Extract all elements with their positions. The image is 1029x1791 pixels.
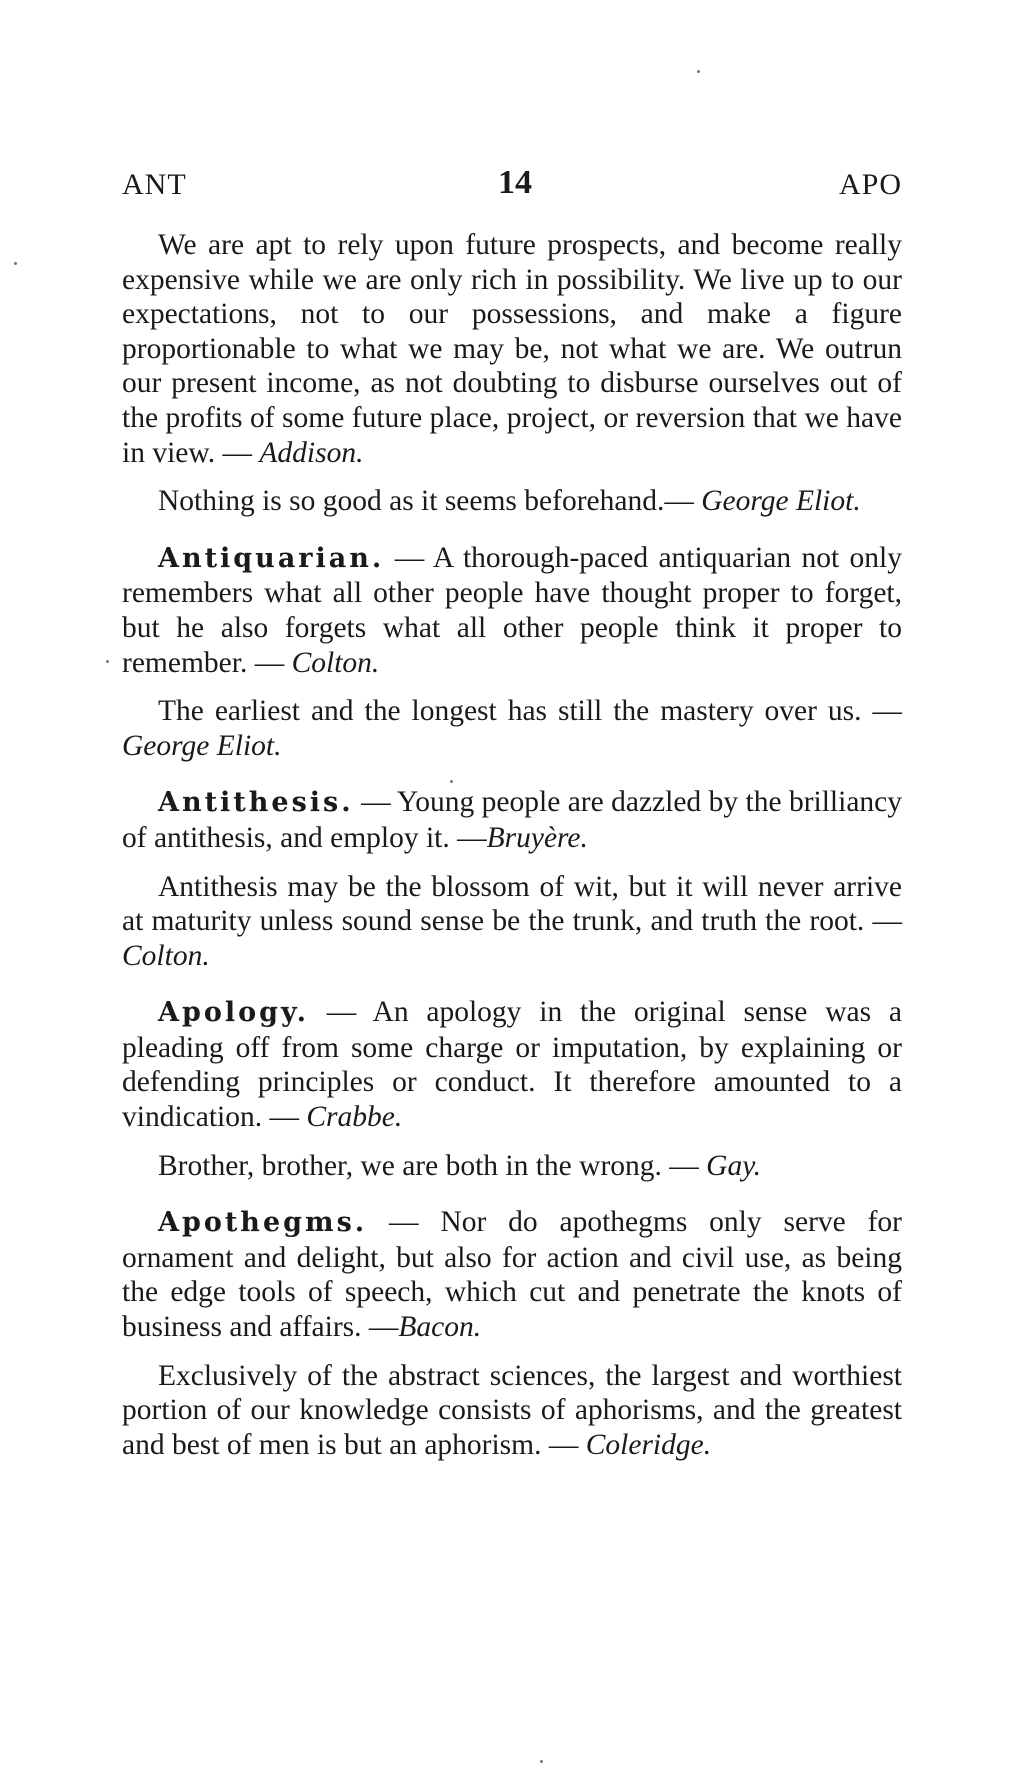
page-number: 14 (498, 164, 532, 201)
header-left-guideword: ANT (122, 168, 187, 201)
quotation-author: Gay. (706, 1149, 762, 1182)
entry-apothegms: Apothegms. — Nor do apothegms only serve for ornament and delight, but also for action and civil use, as being the edge tools of speech, which cut and penetrate the knots of business and affairs. —Bacon. (122, 1206, 902, 1344)
entry-antiquarian: Antiquarian. — A thorough-paced antiquarian not only remembers what all other people have thought proper to forget, but he also forgets what all other people think it proper to remember. — Colton. (122, 541, 902, 679)
paper-speck (450, 780, 453, 783)
quotation-author: Coleridge. (585, 1428, 712, 1461)
quotation-paragraph: Exclusively of the abstract sciences, the largest and worthiest portion of our knowledge consists of aphorisms, and the greatest and best of men is but an aphorism. — Coleridge. (122, 1359, 902, 1461)
quotation-author: Colton. (122, 939, 210, 972)
entry-heading: Antithesis. (158, 787, 354, 819)
quotation-author: Colton. (291, 646, 380, 679)
entry-heading: Apothegms. (158, 1207, 368, 1239)
quotation-author: Crabbe. (306, 1101, 403, 1134)
quotation-paragraph: We are apt to rely upon future prospects, and become really expensive while we are only rich in possibility. We live up to our expectations, not to our possessions, and make a figure proportionable to what we may be, not what we are. We outrun our present income, as not doubting to disburse ourselves out of the profits of some future place, project, or reversion that we have in view. — Addison. (122, 229, 902, 469)
quotation-author: Bruyère. (486, 821, 588, 854)
paper-speck (106, 660, 109, 663)
running-head (122, 164, 902, 204)
quotation-paragraph: Antithesis may be the blossom of wit, but it will never arrive at maturity unless sound sense be the trunk, and truth the root. — Colton. (122, 870, 903, 972)
entry-heading: Apology. (158, 997, 309, 1029)
quotation-paragraph: The earliest and the longest has still the mastery over us. — George Eliot. (122, 695, 903, 762)
quotation-author: George Eliot. (122, 729, 282, 762)
quotation-paragraph: Brother, brother, we are both in the wrong. — Gay. (158, 1149, 762, 1182)
quotation-author: George Eliot. (701, 485, 861, 518)
page-body (122, 228, 902, 1476)
quotation-author: Addison. (259, 436, 364, 469)
header-right-guideword: APO (838, 168, 902, 201)
quotation-paragraph: Nothing is so good as it seems beforehand.— George Eliot. (158, 485, 861, 518)
paper-speck (14, 262, 17, 265)
entry-antithesis: Antithesis. — Young people are dazzled by the brilliancy of antithesis, and employ it. —Bruyère. (122, 786, 903, 854)
entry-apology: Apology. — An apology in the original sense was a pleading off from some charge or imputation, by explaining or defending principles or conduct. It therefore amounted to a vindication. — Crabbe. (122, 996, 903, 1134)
quotation-author: Bacon. (398, 1311, 482, 1344)
entry-heading: Antiquarian. (158, 542, 385, 574)
paper-speck (697, 70, 700, 73)
paper-speck (540, 1760, 543, 1763)
